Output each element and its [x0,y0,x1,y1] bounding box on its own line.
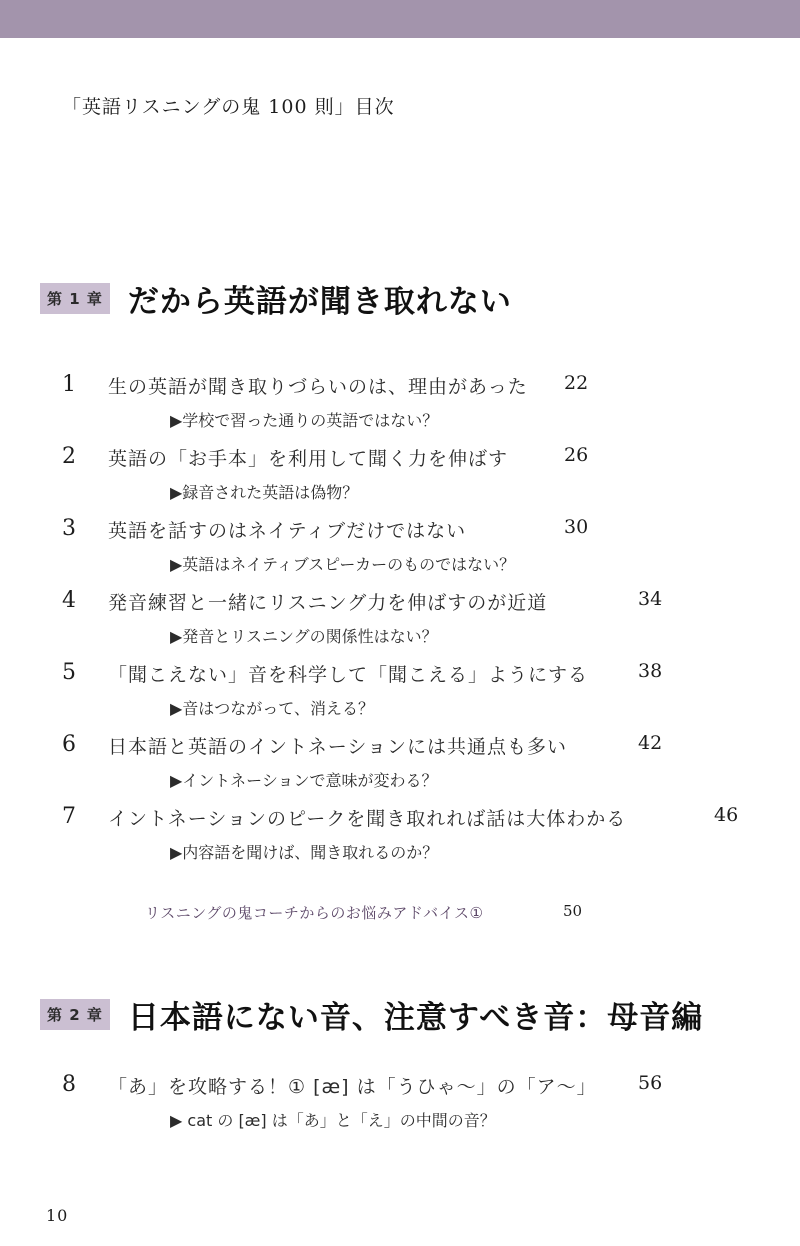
toc-entry-6[interactable] [0,732,800,802]
entry-subtitle: ▶イントネーションで意味が変わる？ [170,771,438,790]
entry-number: 8 [62,1072,76,1097]
entry-subtitle: ▶英語はネイティブスピーカーのものではない？ [170,555,516,574]
entry-title[interactable]: 「あ」を攻略する！① [æ] は「うひゃ〜」の「ア〜」 [108,1076,597,1098]
toc-heading: 「英語リスニングの鬼 100 則」目次 [62,96,395,118]
entry-subtitle: ▶内容語を聞けば、聞き取れるのか？ [170,843,439,862]
entry-subtitle: ▶音はつながって、消える？ [170,699,374,718]
entry-subtitle: ▶録音された英語は偽物？ [170,483,359,502]
entry-number: 6 [62,732,76,757]
top-color-band [0,0,800,38]
entry-title[interactable]: 生の英語が聞き取りづらいのは、理由があった [108,376,528,398]
entry-page-number: 30 [564,516,589,538]
entry-number: 5 [62,660,76,685]
entry-page-number: 38 [638,660,663,682]
chapter-badge: 第 1 章 [40,283,110,314]
toc-entry-3[interactable] [0,516,800,586]
entry-number: 3 [62,516,76,541]
entry-page-number: 42 [638,732,663,754]
entry-subtitle: ▶学校で習った通りの英語ではない？ [170,411,439,430]
entry-page-number: 22 [564,372,589,394]
toc-entry-5[interactable] [0,660,800,730]
entry-page-number: 26 [564,444,589,466]
chapter-badge: 第 2 章 [40,999,110,1030]
toc-entry-8[interactable] [0,1072,800,1142]
entry-title[interactable]: 日本語と英語のイントネーションには共通点も多い [108,736,568,758]
entry-number: 7 [62,804,76,829]
toc-entry-7[interactable] [0,804,800,874]
chapter-2-heading [40,994,703,1034]
entry-title[interactable]: 英語の「お手本」を利用して聞く力を伸ばす [108,448,509,470]
entry-page-number: 46 [714,804,739,826]
toc-entry-1[interactable] [0,372,800,442]
entry-subtitle: ▶発音とリスニングの関係性はない？ [170,627,438,646]
advice-title[interactable]: リスニングの鬼コーチからのお悩みアドバイス① [145,904,484,922]
entry-number: 2 [62,444,76,469]
chapter-title: だから英語が聞き取れない [127,283,512,320]
entry-number: 1 [62,372,76,397]
entry-title[interactable]: イントネーションのピークを聞き取れれば話は大体わかる [108,808,627,830]
entry-subtitle: ▶ cat の [æ] は「あ」と「え」の中間の音？ [170,1111,496,1130]
toc-entry-2[interactable] [0,444,800,514]
entry-page-number: 56 [638,1072,663,1094]
advice-column-entry[interactable] [145,902,745,932]
entry-title[interactable]: 英語を話すのはネイティブだけではない [108,520,467,542]
chapter-1-heading [40,278,512,318]
entry-number: 4 [62,588,76,613]
entry-page-number: 34 [638,588,663,610]
chapter-title: 日本語にない音、注意すべき音：母音編 [127,999,704,1036]
toc-entry-4[interactable] [0,588,800,658]
advice-page-number: 50 [563,902,583,920]
entry-title[interactable]: 発音練習と一緒にリスニング力を伸ばすのが近道 [108,592,548,614]
entry-title[interactable]: 「聞こえない」音を科学して「聞こえる」ようにする [108,664,589,686]
page-folio: 10 [46,1206,69,1225]
